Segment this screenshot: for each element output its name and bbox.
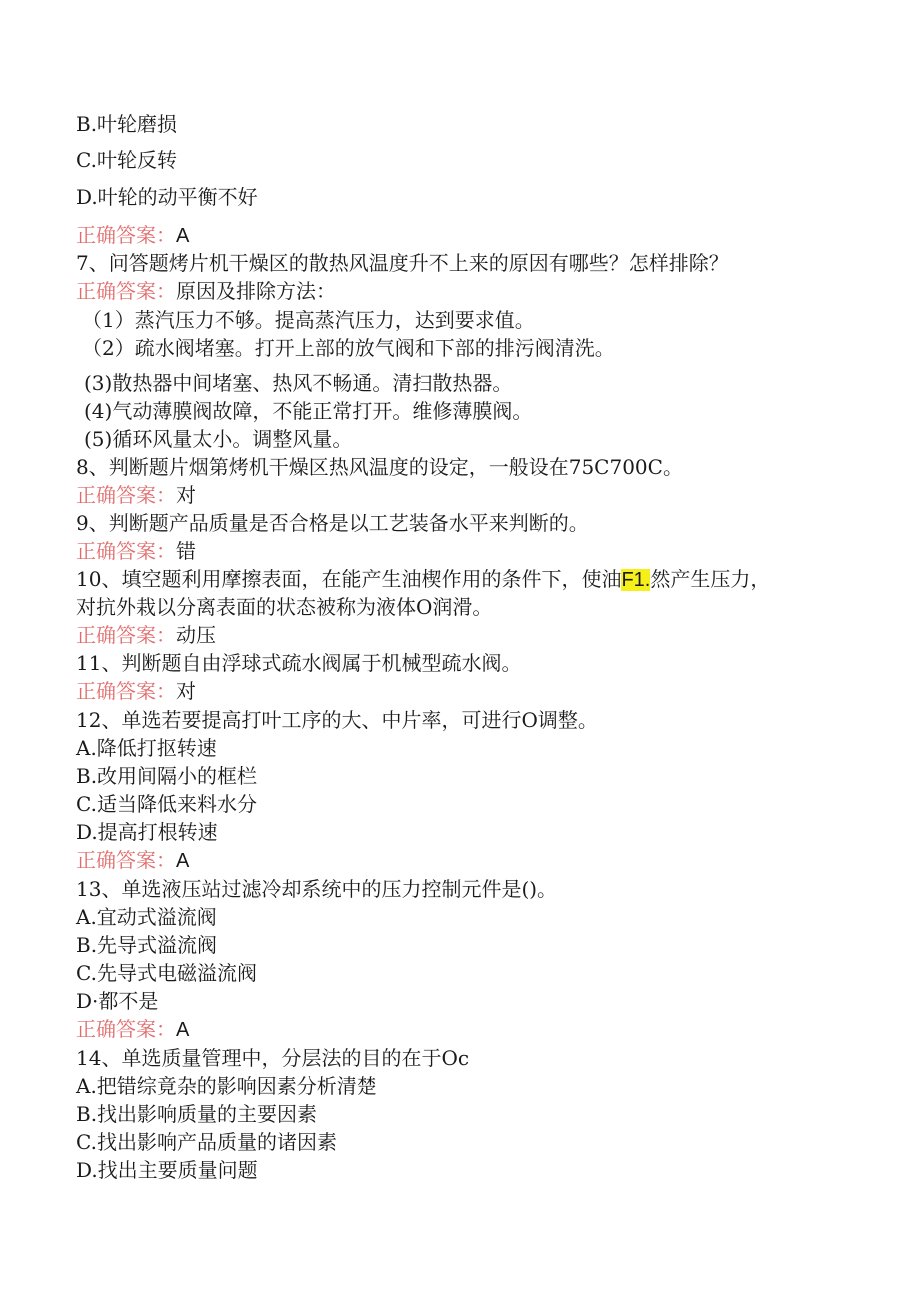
question-10 bbox=[76, 566, 770, 593]
highlighted-text: F1. bbox=[621, 569, 651, 591]
answer-value: 错 bbox=[176, 539, 196, 563]
question-14: 14、单选质量管理中，分层法的目的在于Oc bbox=[76, 1046, 470, 1070]
answer-label: 正确答案： bbox=[76, 539, 176, 563]
answer-detail: (3)散热器中间堵塞、热风不畅通。清扫散热器。 bbox=[84, 371, 513, 395]
question-10-cont: 对抗外栽以分离表面的状态被称为液体O润滑。 bbox=[76, 595, 493, 619]
question-12: 12、单选若要提高打叶工序的大、中片率，可进行O调整。 bbox=[76, 708, 598, 732]
answer-line bbox=[76, 222, 189, 249]
answer-line bbox=[76, 622, 216, 648]
answer-detail: (5)循环风量太小。调整风量。 bbox=[84, 427, 353, 451]
option-b: B.叶轮磨损 bbox=[76, 112, 178, 136]
answer-label: 正确答案： bbox=[76, 483, 176, 507]
option-d: D.叶轮的动平衡不好 bbox=[76, 185, 258, 209]
answer-label: 正确答案： bbox=[76, 1017, 176, 1041]
answer-value: 动压 bbox=[176, 623, 216, 647]
answer-detail: （2）疏水阀堵塞。打开上部的放气阀和下部的排污阀清洗。 bbox=[82, 336, 615, 360]
answer-detail: （1）蒸汽压力不够。提高蒸汽压力，达到要求值。 bbox=[82, 308, 535, 332]
option-c: C.先导式电磁溢流阀 bbox=[76, 961, 257, 985]
question-8: 8、判断题片烟第烤机干燥区热风温度的设定，一般设在75C700C。 bbox=[76, 455, 683, 479]
answer-detail: (4)气动薄膜阀故障，不能正常打开。维修薄膜阀。 bbox=[84, 399, 533, 423]
answer-line bbox=[76, 278, 336, 304]
question-11: 11、判断题自由浮球式疏水阀属于机械型疏水阀。 bbox=[76, 651, 522, 675]
answer-value: A bbox=[176, 225, 190, 247]
option-b: B.改用间隔小的框栏 bbox=[76, 764, 258, 788]
answer-line bbox=[76, 1016, 189, 1043]
option-a: A.降低打抠转速 bbox=[76, 736, 217, 760]
answer-line bbox=[76, 538, 196, 564]
answer-label: 正确答案： bbox=[76, 223, 176, 247]
option-b: B.找出影响质量的主要因素 bbox=[76, 1102, 318, 1126]
question-text: 然产生压力， bbox=[650, 567, 771, 591]
question-13: 13、单选液压站过滤冷却系统中的压力控制元件是()。 bbox=[76, 877, 558, 901]
option-b: B.先导式溢流阀 bbox=[76, 933, 218, 957]
answer-line bbox=[76, 678, 196, 704]
option-d: D.找出主要质量问题 bbox=[76, 1158, 258, 1182]
answer-value: 原因及排除方法： bbox=[176, 279, 336, 303]
option-d: D.提高打根转速 bbox=[76, 820, 218, 844]
option-a: A.把错综竟杂的影响因素分析清楚 bbox=[76, 1074, 377, 1098]
question-7: 7、问答题烤片机干燥区的散热风温度升不上来的原因有哪些？怎样排除？ bbox=[76, 251, 729, 275]
answer-value: 对 bbox=[176, 483, 196, 507]
answer-label: 正确答案： bbox=[76, 279, 176, 303]
option-c: C.适当降低来料水分 bbox=[76, 792, 257, 816]
option-c: C.叶轮反转 bbox=[76, 148, 177, 172]
answer-value: A bbox=[176, 850, 190, 872]
answer-label: 正确答案： bbox=[76, 623, 176, 647]
answer-label: 正确答案： bbox=[76, 848, 176, 872]
answer-value: A bbox=[176, 1019, 190, 1041]
question-text: 10、填空题利用摩擦表面，在能产生油楔作用的条件下，使油 bbox=[76, 567, 622, 591]
option-d: D·都不是 bbox=[76, 989, 159, 1013]
question-9: 9、判断题产品质量是否合格是以工艺装备水平来判断的。 bbox=[76, 511, 589, 535]
answer-value: 对 bbox=[176, 679, 196, 703]
option-c: C.找出影响产品质量的诸因素 bbox=[76, 1130, 337, 1154]
answer-line bbox=[76, 482, 196, 508]
answer-line bbox=[76, 847, 189, 874]
answer-label: 正确答案： bbox=[76, 679, 176, 703]
option-a: A.宜动式溢流阀 bbox=[76, 905, 217, 929]
